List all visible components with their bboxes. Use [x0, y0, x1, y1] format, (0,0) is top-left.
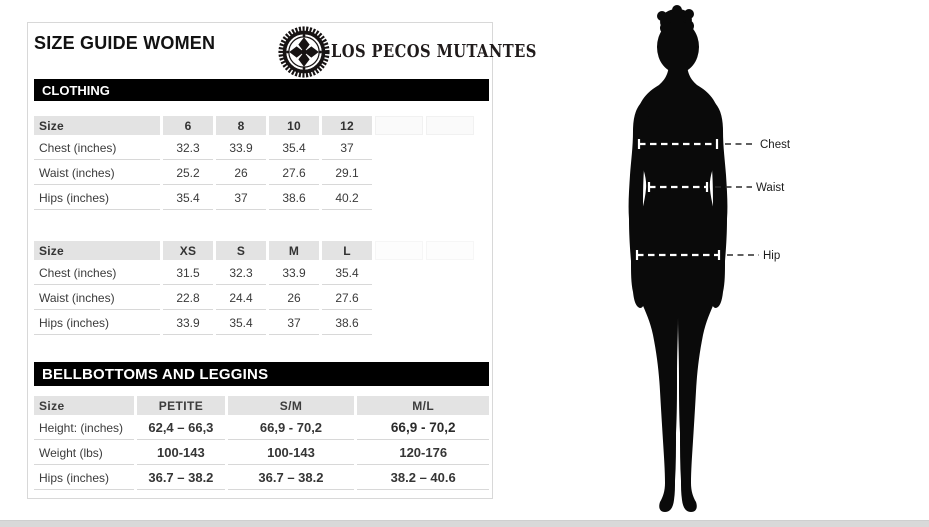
value-cell: 29.1: [322, 162, 372, 185]
row-label: Weight (lbs): [34, 442, 134, 465]
value-cell: 27.6: [322, 287, 372, 310]
size-column-header: Size: [34, 116, 160, 135]
empty-cell: [375, 312, 423, 335]
size-table: [31, 114, 477, 212]
brand-logo: [278, 26, 576, 78]
size-header-cell: L: [322, 241, 372, 260]
value-cell: 24.4: [216, 287, 266, 310]
empty-cell: [375, 187, 423, 210]
value-cell: 35.4: [322, 262, 372, 285]
value-cell: 38.6: [269, 187, 319, 210]
size-header-cell: XS: [163, 241, 213, 260]
value-cell: 100-143: [228, 442, 355, 465]
size-header-cell: M: [269, 241, 319, 260]
empty-cell: [426, 162, 474, 185]
value-cell: 27.6: [269, 162, 319, 185]
row-label: Hips (inches): [34, 312, 160, 335]
size-column-header: Size: [34, 396, 134, 415]
figure-label-waist: Waist: [756, 182, 785, 194]
value-cell: 37: [269, 312, 319, 335]
row-label: Waist (inches): [34, 162, 160, 185]
empty-header-cell: [375, 116, 423, 135]
empty-cell: [375, 162, 423, 185]
value-cell: 25.2: [163, 162, 213, 185]
value-cell: 36.7 – 38.2: [228, 467, 355, 490]
value-cell: 38.2 – 40.6: [357, 467, 489, 490]
value-cell: 38.6: [322, 312, 372, 335]
size-table: [31, 394, 492, 492]
empty-cell: [426, 262, 474, 285]
value-cell: 35.4: [216, 312, 266, 335]
empty-header-cell: [426, 241, 474, 260]
sections: [28, 79, 492, 492]
size-header-cell: 6: [163, 116, 213, 135]
value-cell: 33.9: [163, 312, 213, 335]
row-label: Hips (inches): [34, 187, 160, 210]
empty-cell: [426, 137, 474, 160]
value-cell: 120-176: [357, 442, 489, 465]
size-guide-panel: [27, 22, 537, 499]
value-cell: 36.7 – 38.2: [137, 467, 224, 490]
section-heading: CLOTHING: [34, 79, 489, 101]
size-header-cell: 10: [269, 116, 319, 135]
value-cell: 32.3: [163, 137, 213, 160]
empty-header-cell: [426, 116, 474, 135]
value-cell: 26: [216, 162, 266, 185]
empty-cell: [426, 287, 474, 310]
row-label: Chest (inches): [34, 137, 160, 160]
empty-cell: [426, 312, 474, 335]
value-cell: 31.5: [163, 262, 213, 285]
value-cell: 35.4: [163, 187, 213, 210]
value-cell: 22.8: [163, 287, 213, 310]
value-cell: 66,9 - 70,2: [228, 417, 355, 440]
row-label: Chest (inches): [34, 262, 160, 285]
value-cell: 66,9 - 70,2: [357, 417, 489, 440]
empty-cell: [375, 137, 423, 160]
woman-silhouette: [629, 5, 728, 512]
body-measurement-figure: [603, 5, 833, 520]
figure-label-chest: Chest: [760, 139, 791, 151]
value-cell: 37: [216, 187, 266, 210]
row-label: Height: (inches): [34, 417, 134, 440]
size-header-cell: S/M: [228, 396, 355, 415]
row-label: Hips (inches): [34, 467, 134, 490]
size-header-cell: 8: [216, 116, 266, 135]
value-cell: 35.4: [269, 137, 319, 160]
value-cell: 33.9: [269, 262, 319, 285]
empty-cell: [375, 287, 423, 310]
figure-label-hip: Hip: [763, 250, 781, 262]
empty-cell: [375, 262, 423, 285]
size-header-cell: PETITE: [137, 396, 224, 415]
value-cell: 26: [269, 287, 319, 310]
brand-name: LOS PECOS MUTANTES: [331, 42, 537, 62]
size-table: [31, 239, 477, 337]
value-cell: 32.3: [216, 262, 266, 285]
row-label: Waist (inches): [34, 287, 160, 310]
page-title: SIZE GUIDE WOMEN: [34, 33, 216, 53]
horizontal-scrollbar[interactable]: [0, 520, 929, 527]
size-header-cell: M/L: [357, 396, 489, 415]
size-header-cell: 12: [322, 116, 372, 135]
value-cell: 33.9: [216, 137, 266, 160]
value-cell: 62,4 – 66,3: [137, 417, 224, 440]
value-cell: 40.2: [322, 187, 372, 210]
panel-header: [28, 23, 537, 79]
size-header-cell: S: [216, 241, 266, 260]
empty-cell: [426, 187, 474, 210]
value-cell: 37: [322, 137, 372, 160]
section-heading: BELLBOTTOMS AND LEGGINS: [34, 362, 489, 386]
size-column-header: Size: [34, 241, 160, 260]
gear-mandala-icon: [278, 26, 330, 78]
value-cell: 100-143: [137, 442, 224, 465]
empty-header-cell: [375, 241, 423, 260]
